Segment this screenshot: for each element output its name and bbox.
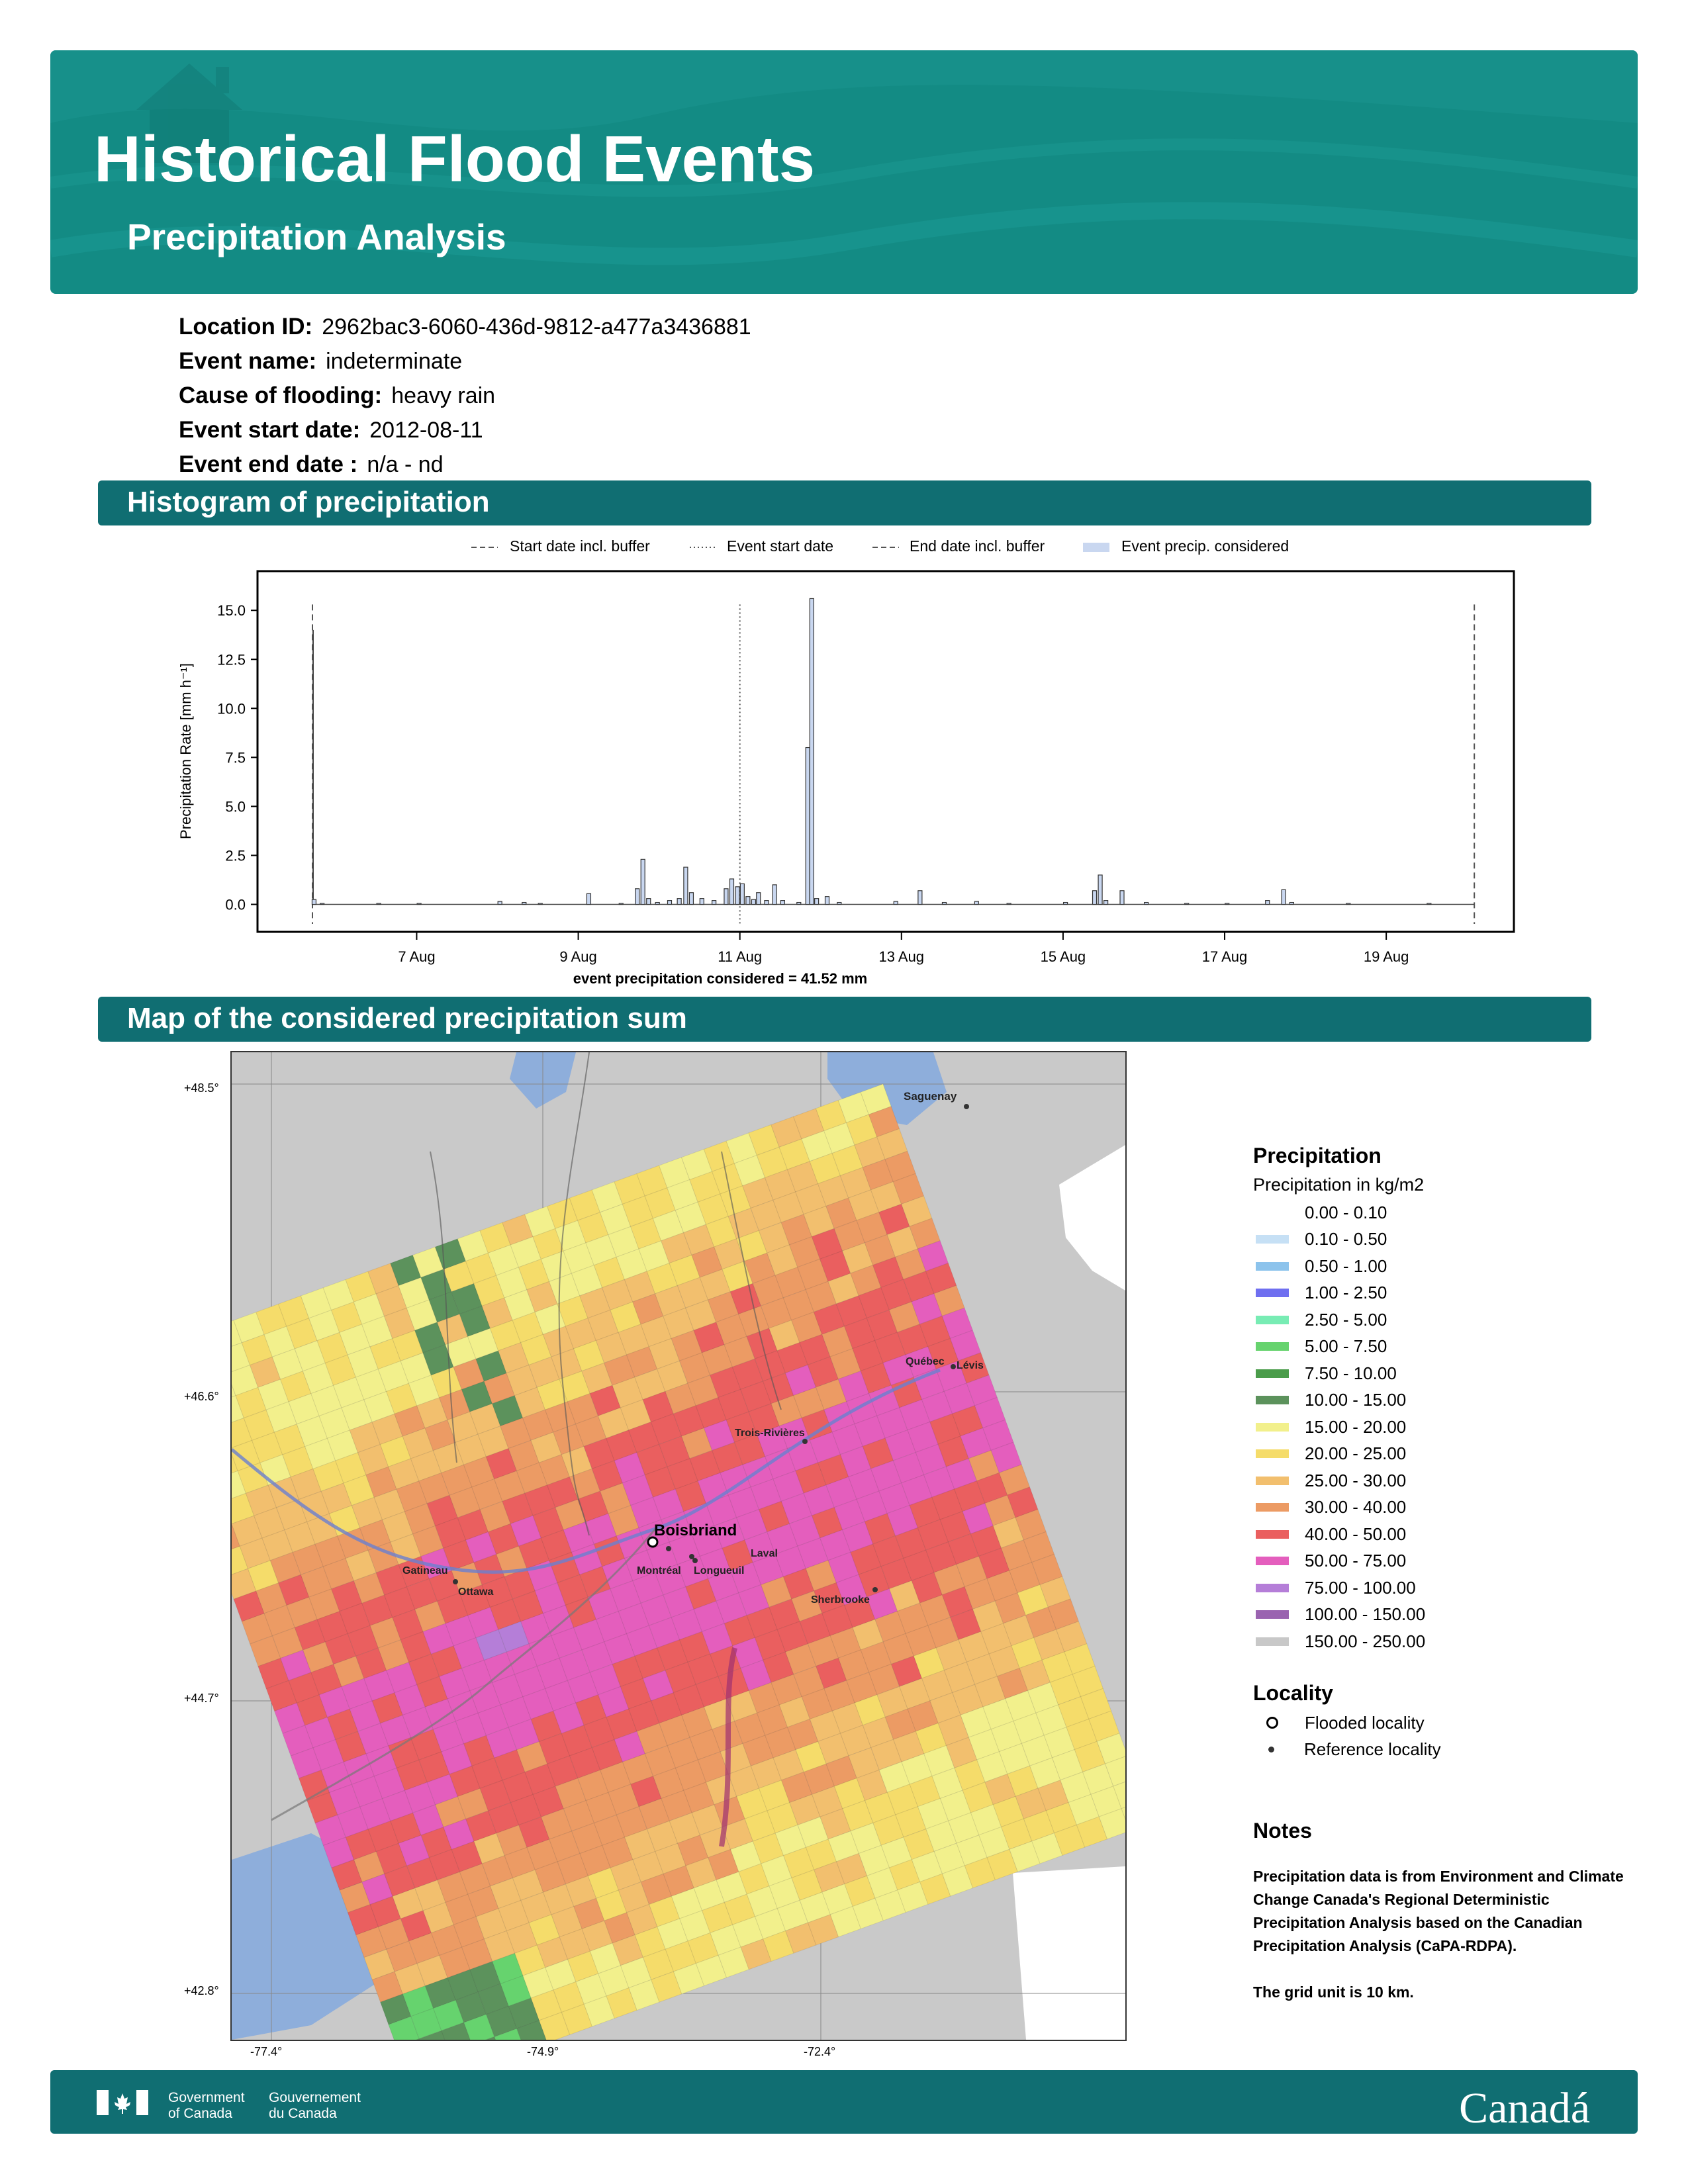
info-end-date: Event end date : n/a - nd bbox=[179, 451, 444, 477]
color-swatch bbox=[1256, 1342, 1289, 1351]
section-bar-map bbox=[98, 997, 1591, 1042]
y-tick-label: 15.0 bbox=[217, 602, 246, 619]
precip-bar bbox=[498, 901, 502, 904]
precip-class-label: 2.50 - 5.00 bbox=[1305, 1309, 1387, 1330]
precip-class-row bbox=[1253, 1548, 1425, 1575]
precip-bar bbox=[677, 899, 681, 905]
precip-class-row bbox=[1253, 1387, 1425, 1414]
precip-class-label: 0.10 - 0.50 bbox=[1305, 1229, 1387, 1250]
info-cause: Cause of flooding: heavy rain bbox=[179, 383, 496, 408]
label-levis: Lévis bbox=[957, 1360, 984, 1371]
precip-class-row bbox=[1253, 1628, 1425, 1655]
color-swatch bbox=[1256, 1316, 1289, 1324]
color-swatch bbox=[1256, 1423, 1289, 1432]
info-start-date: Event start date: 2012-08-11 bbox=[179, 417, 483, 443]
precip-class-label: 15.00 - 20.00 bbox=[1305, 1416, 1407, 1437]
precip-bar bbox=[1346, 903, 1350, 904]
precip-bar bbox=[1098, 875, 1102, 904]
precip-bar bbox=[1104, 901, 1108, 905]
precip-bar bbox=[635, 889, 639, 905]
legend-event-precip: Event precip. considered bbox=[1121, 537, 1289, 555]
page-title: Historical Flood Events bbox=[94, 122, 816, 195]
precip-class-label: 150.00 - 250.00 bbox=[1305, 1631, 1426, 1651]
label-montreal: Montréal bbox=[637, 1565, 681, 1576]
x-tick-label: 15 Aug bbox=[1040, 948, 1086, 965]
precip-bar bbox=[377, 903, 381, 904]
precip-bar bbox=[417, 903, 421, 904]
plot-frame bbox=[258, 571, 1514, 932]
precip-class-row bbox=[1253, 1253, 1425, 1280]
x-tick-label: 13 Aug bbox=[878, 948, 925, 965]
y-tick-label: 10.0 bbox=[217, 700, 246, 717]
legend-reference-locality: Reference locality bbox=[1253, 1737, 1441, 1764]
gov-fr: Gouvernement du Canada bbox=[269, 2090, 361, 2121]
precip-bar bbox=[806, 748, 810, 905]
section-bar-histogram bbox=[98, 480, 1591, 525]
label-longueuil: Longueuil bbox=[694, 1565, 745, 1576]
precip-bar bbox=[712, 901, 716, 905]
precip-class-row bbox=[1253, 1226, 1425, 1253]
precip-class-row bbox=[1253, 1280, 1425, 1307]
precip-bar bbox=[700, 899, 704, 905]
precip-bar bbox=[1093, 891, 1097, 905]
precip-bar bbox=[773, 885, 776, 905]
info-location-id: Location ID: 2962bac3-6060-436d-9812-a477a3436881 bbox=[179, 314, 751, 340]
label-boisbriand: Boisbriand bbox=[654, 1522, 737, 1539]
precip-bar bbox=[689, 893, 693, 905]
precip-class-label: 10.00 - 15.00 bbox=[1305, 1390, 1407, 1410]
precip-class-row bbox=[1253, 1494, 1425, 1522]
precip-class-row bbox=[1253, 1199, 1425, 1226]
header-banner bbox=[50, 50, 1638, 294]
precip-bar bbox=[837, 903, 841, 905]
precip-bar bbox=[894, 901, 898, 904]
legend-start-buffer: Start date incl. buffer bbox=[510, 537, 650, 555]
precipitation-map[interactable] bbox=[230, 1051, 1127, 2041]
lat-label: +46.6° bbox=[184, 1390, 219, 1403]
y-tick-label: 2.5 bbox=[225, 847, 246, 864]
precip-bar bbox=[1145, 903, 1149, 905]
precip-bar bbox=[825, 897, 829, 905]
precip-class-row bbox=[1253, 1467, 1425, 1494]
lon-label: -77.4° bbox=[250, 2045, 283, 2058]
precip-bar bbox=[1185, 903, 1189, 904]
precip-class-row bbox=[1253, 1602, 1425, 1629]
color-swatch bbox=[1256, 1289, 1289, 1297]
precip-bar bbox=[740, 884, 744, 904]
locality-legend bbox=[1253, 1681, 1441, 1763]
canada-wordmark: Canadá bbox=[1459, 2084, 1590, 2132]
footer bbox=[50, 2070, 1638, 2134]
legend-event-start: Event start date bbox=[727, 537, 834, 555]
precip-bar bbox=[765, 901, 769, 905]
precip-bar bbox=[918, 891, 922, 905]
precip-bar bbox=[780, 901, 784, 905]
precip-bar bbox=[942, 903, 946, 905]
precip-class-row bbox=[1253, 1334, 1425, 1361]
x-tick-label: 19 Aug bbox=[1363, 948, 1409, 965]
info-event-name: Event name: indeterminate bbox=[179, 348, 463, 374]
canada-flag-icon bbox=[97, 2090, 148, 2115]
precip-bar bbox=[619, 903, 623, 904]
y-tick-label: 0.0 bbox=[225, 896, 246, 913]
lat-label: +44.7° bbox=[184, 1692, 219, 1705]
precip-bar bbox=[746, 897, 750, 905]
precip-class-label: 30.00 - 40.00 bbox=[1305, 1497, 1407, 1518]
precip-bar bbox=[684, 867, 688, 904]
notes-title: Notes bbox=[1253, 1819, 1312, 1843]
hollow-circle-icon bbox=[1266, 1717, 1278, 1729]
precip-class-row bbox=[1253, 1360, 1425, 1387]
section-title-map: Map of the considered precipitation sum bbox=[127, 1002, 687, 1034]
precip-class-label: 25.00 - 30.00 bbox=[1305, 1470, 1407, 1490]
color-swatch bbox=[1256, 1557, 1289, 1565]
label-quebec: Québec bbox=[906, 1356, 945, 1367]
precip-bar bbox=[1282, 889, 1286, 904]
precip-class-row bbox=[1253, 1574, 1425, 1602]
precip-bar bbox=[1120, 891, 1124, 905]
color-swatch bbox=[1256, 1235, 1289, 1244]
precip-class-row bbox=[1253, 1441, 1425, 1468]
precip-class-label: 0.00 - 0.10 bbox=[1305, 1202, 1387, 1222]
precip-bar bbox=[586, 893, 590, 904]
legend-end-buffer: End date incl. buffer bbox=[910, 537, 1045, 555]
precip-class-label: 7.50 - 10.00 bbox=[1305, 1363, 1397, 1383]
precip-class-label: 5.00 - 7.50 bbox=[1305, 1336, 1387, 1357]
precip-bar bbox=[641, 859, 645, 904]
lon-label: -74.9° bbox=[527, 2045, 559, 2058]
color-swatch bbox=[1256, 1610, 1289, 1619]
x-tick-label: 7 Aug bbox=[398, 948, 436, 965]
label-laval: Laval bbox=[751, 1548, 778, 1559]
label-gatineau: Gatineau bbox=[402, 1565, 448, 1576]
precip-class-label: 75.00 - 100.00 bbox=[1305, 1577, 1416, 1598]
precip-bar bbox=[647, 899, 651, 905]
map-canvas bbox=[232, 1052, 1125, 2040]
precip-bar bbox=[974, 901, 978, 904]
precip-class-label: 40.00 - 50.00 bbox=[1305, 1524, 1407, 1544]
precip-class-row bbox=[1253, 1521, 1425, 1548]
gov-en: Government of Canada bbox=[168, 2090, 245, 2121]
label-ottawa: Ottawa bbox=[458, 1586, 494, 1598]
label-sherbrooke: Sherbrooke bbox=[811, 1594, 870, 1606]
precip-bar bbox=[757, 893, 761, 905]
precip-bar bbox=[522, 903, 526, 905]
color-swatch bbox=[1256, 1208, 1289, 1217]
precip-bar bbox=[320, 903, 324, 904]
event-info bbox=[179, 306, 751, 478]
precip-bar bbox=[797, 903, 801, 905]
page-subtitle: Precipitation Analysis bbox=[127, 216, 506, 257]
precip-bar bbox=[729, 879, 733, 905]
precip-bar bbox=[815, 899, 819, 905]
y-tick-label: 7.5 bbox=[225, 749, 246, 766]
dot-icon bbox=[1268, 1747, 1274, 1752]
precip-class-row bbox=[1253, 1306, 1425, 1334]
x-tick-label: 11 Aug bbox=[718, 948, 763, 965]
precipitation-grid bbox=[232, 1084, 1125, 2040]
precip-bar bbox=[1064, 903, 1068, 905]
x-tick-label: 9 Aug bbox=[559, 948, 597, 965]
color-swatch bbox=[1256, 1584, 1289, 1592]
precip-bar bbox=[735, 887, 739, 905]
precip-bar bbox=[1225, 903, 1229, 904]
precip-bar bbox=[1266, 901, 1270, 905]
precip-class-label: 20.00 - 25.00 bbox=[1305, 1443, 1407, 1464]
legend-flooded-locality: Flooded locality bbox=[1253, 1709, 1441, 1737]
color-swatch bbox=[1256, 1449, 1289, 1458]
chart-annotation: event precipitation considered = 41.52 mm bbox=[573, 970, 868, 987]
precip-class-label: 100.00 - 150.00 bbox=[1305, 1604, 1426, 1625]
lat-label: +42.8° bbox=[184, 1984, 219, 1997]
y-tick-label: 5.0 bbox=[225, 798, 246, 815]
precip-bar bbox=[751, 899, 755, 904]
color-swatch bbox=[1256, 1396, 1289, 1404]
precip-legend bbox=[1253, 1144, 1425, 1655]
coast-south bbox=[1013, 1866, 1125, 2040]
locality-legend-title: Locality bbox=[1253, 1681, 1333, 1705]
color-swatch bbox=[1256, 1369, 1289, 1378]
precip-bar bbox=[1427, 903, 1431, 904]
precip-class-label: 50.00 - 75.00 bbox=[1305, 1551, 1407, 1571]
precip-class-label: 0.50 - 1.00 bbox=[1305, 1255, 1387, 1276]
estuary bbox=[1059, 1145, 1125, 1291]
precip-legend-title: Precipitation bbox=[1253, 1144, 1382, 1167]
lat-label: +48.5° bbox=[184, 1081, 219, 1095]
precip-legend-subtitle: Precipitation in kg/m2 bbox=[1253, 1175, 1425, 1195]
precip-bar bbox=[810, 598, 814, 904]
label-trois-rivieres: Trois-Rivières bbox=[735, 1428, 805, 1439]
color-swatch bbox=[1256, 1637, 1289, 1646]
precip-bar bbox=[667, 901, 671, 905]
precip-class-row bbox=[1253, 1414, 1425, 1441]
precip-bar bbox=[655, 903, 659, 905]
color-swatch bbox=[1256, 1477, 1289, 1485]
section-title-histogram: Histogram of precipitation bbox=[127, 486, 490, 518]
lon-label: -72.4° bbox=[804, 2045, 836, 2058]
precip-bar bbox=[724, 889, 728, 905]
precip-bar bbox=[538, 903, 542, 904]
precip-bar bbox=[1007, 903, 1011, 904]
x-tick-label: 17 Aug bbox=[1201, 948, 1248, 965]
color-swatch bbox=[1256, 1530, 1289, 1539]
y-tick-label: 12.5 bbox=[217, 651, 246, 668]
color-swatch bbox=[1256, 1262, 1289, 1271]
y-axis-label: Precipitation Rate [mm h⁻¹] bbox=[177, 663, 194, 839]
color-swatch bbox=[1256, 1503, 1289, 1512]
precip-bar bbox=[1289, 903, 1293, 905]
notes-text: Precipitation data is from Environment and Climate Change Canada's Regional Deterministic Precipitation Analysis based on the Canadian Precipitation Analysis (CaPA-RDPA). The grid unit is 10 km. bbox=[1253, 1868, 1624, 2001]
precip-class-label: 1.00 - 2.50 bbox=[1305, 1283, 1387, 1303]
label-saguenay: Saguenay bbox=[904, 1090, 957, 1103]
precip-bar bbox=[312, 899, 316, 904]
